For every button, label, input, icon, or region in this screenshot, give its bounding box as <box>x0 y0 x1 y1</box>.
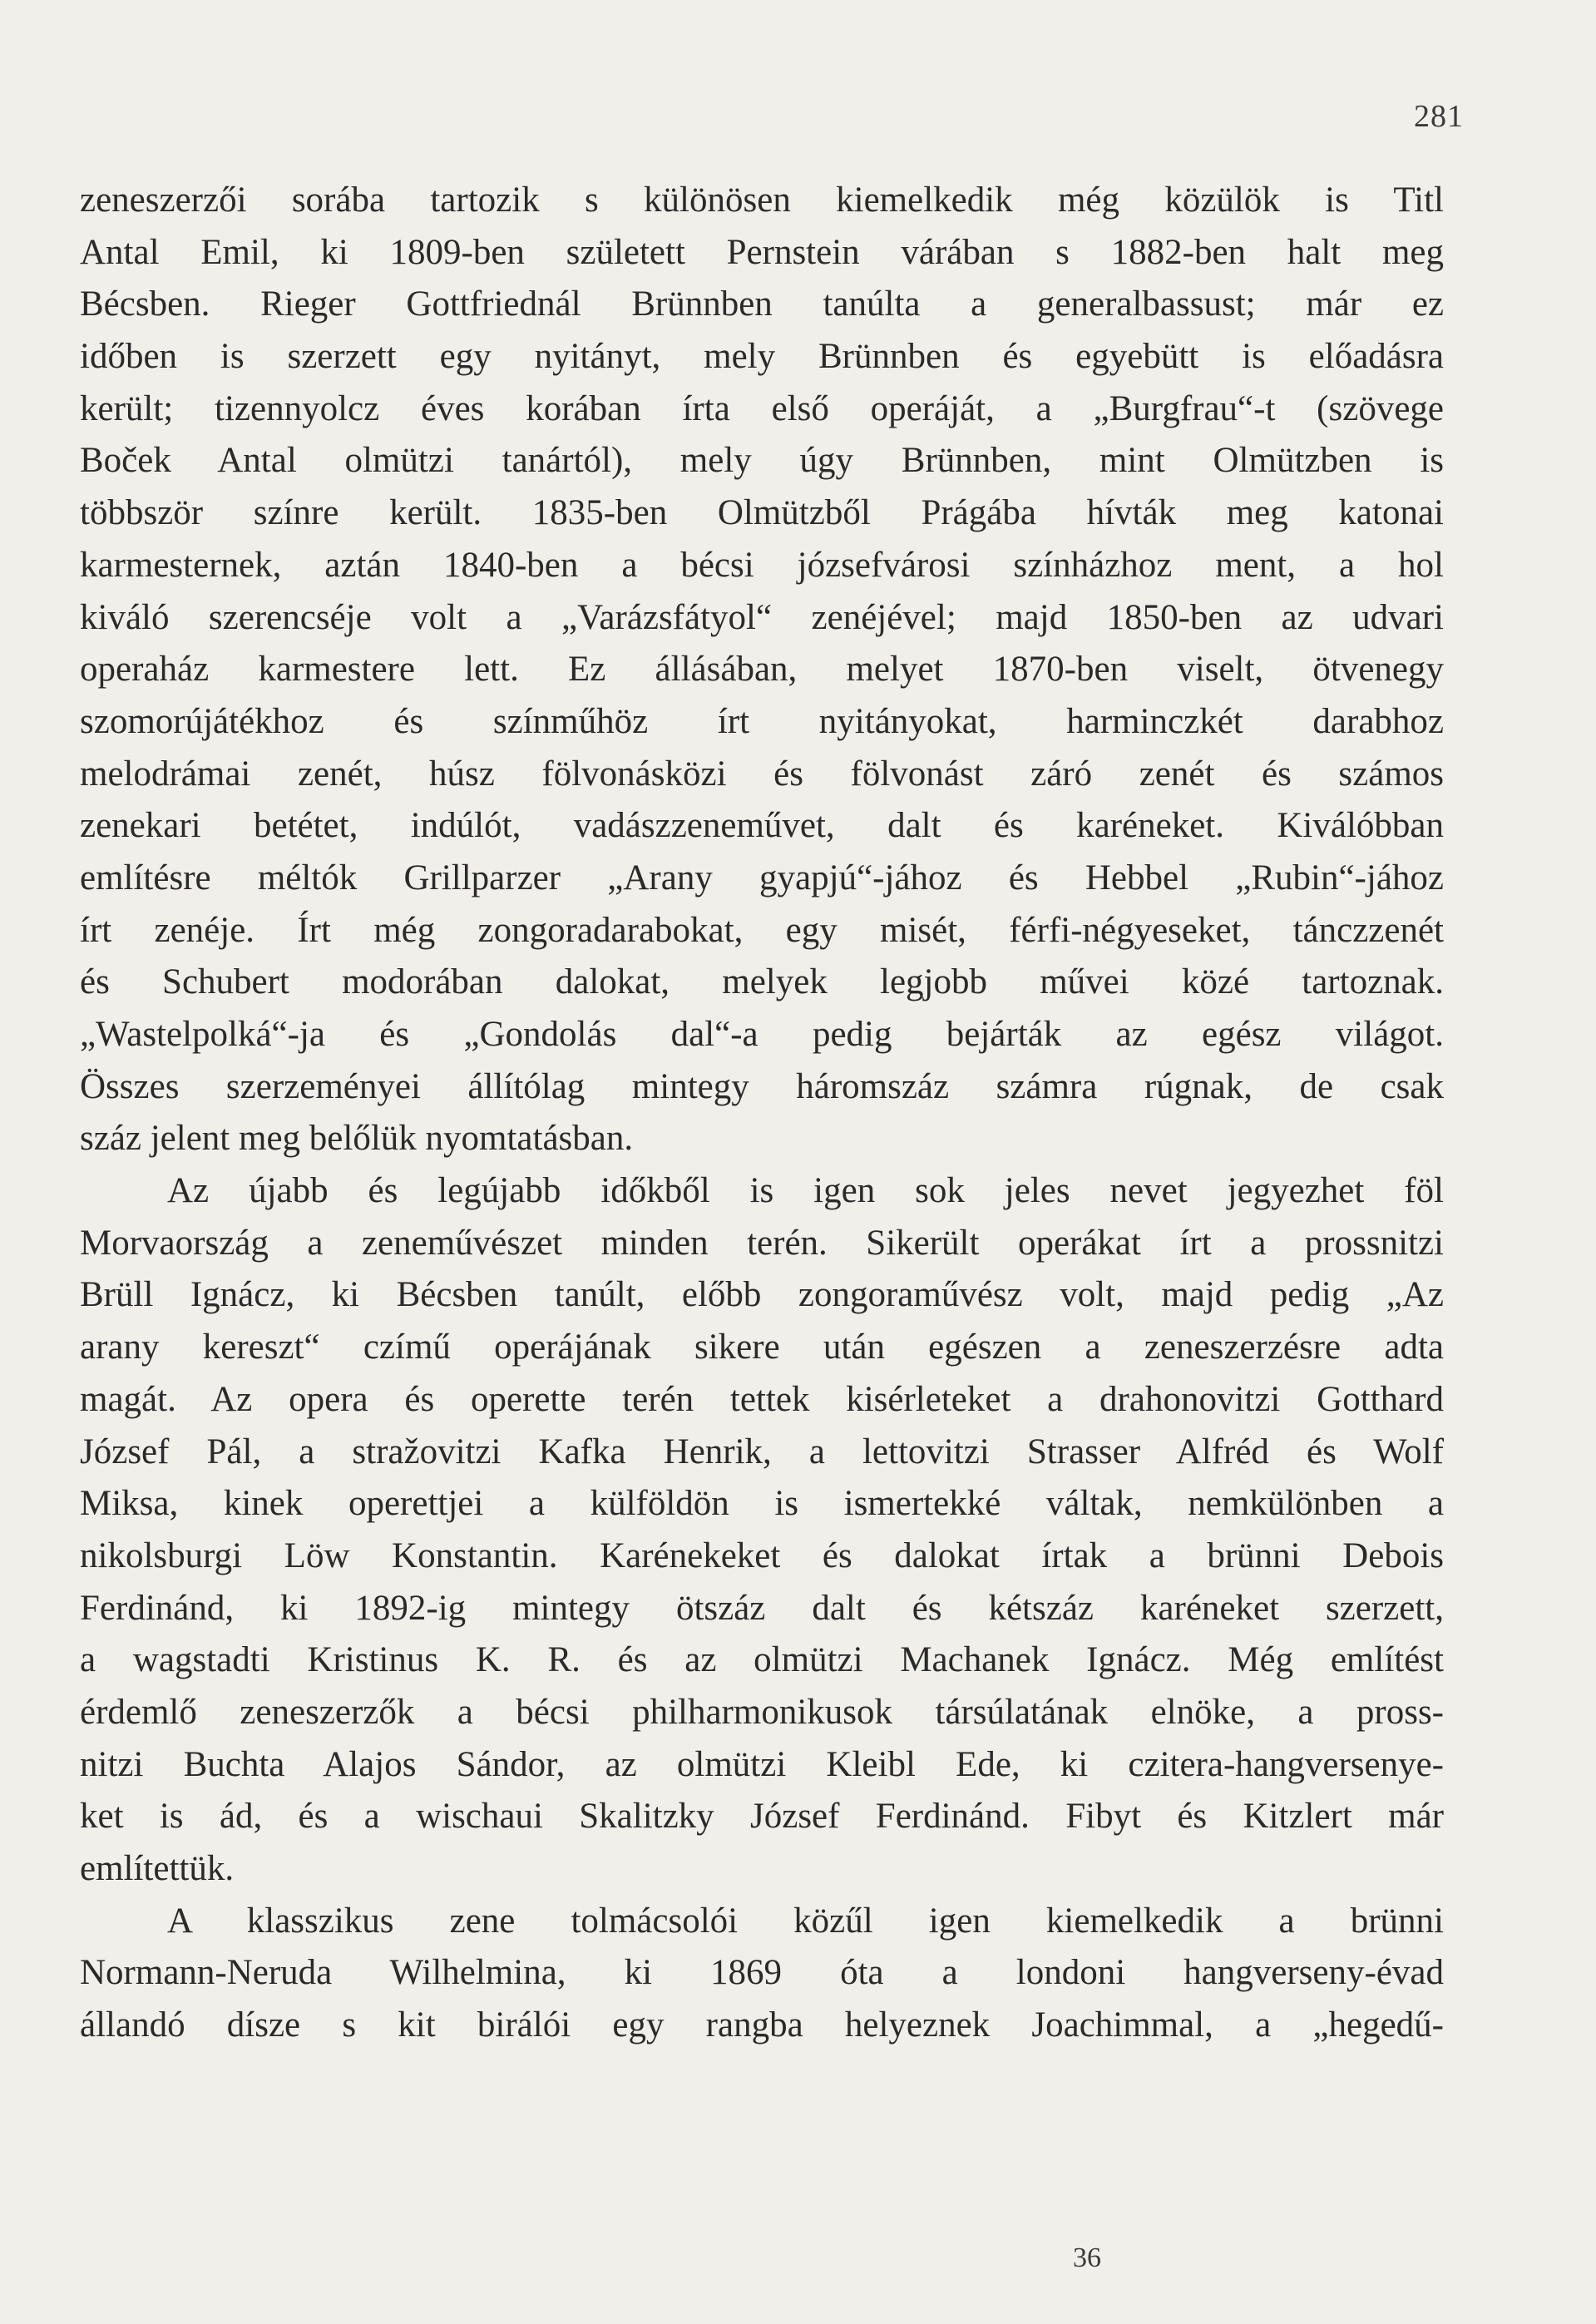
text-line: nikolsburgi Löw Konstantin. Karénekeket és dalokat írtak a brünni Debois <box>80 1535 1444 1575</box>
text-line: és Schubert modorában dalokat, melyek legjobb művei közé tartoznak. <box>80 962 1444 1002</box>
text-line: „Wastelpolká“-ja és „Gondolás dal“-a pedig bejárták az egész világot. <box>80 1015 1444 1054</box>
text-line: melodrámai zenét, húsz fölvonásközi és fölvonást záró zenét és számos <box>80 754 1444 794</box>
text-line: időben is szerzett egy nyitányt, mely Brünnben és egyebütt is előadásra <box>80 337 1444 377</box>
text-line: magát. Az opera és operette terén tettek kisérleteket a drahonovitzi Gotthard <box>80 1379 1444 1419</box>
text-line: nitzi Buchta Alajos Sándor, az olmützi Kleibl Ede, ki czitera-hangversenye- <box>80 1744 1444 1784</box>
text-line: Boček Antal olmützi tanártól), mely úgy Brünnben, mint Olmützben is <box>80 441 1444 481</box>
text-line: Morvaország a zeneművészet minden terén. Sikerült operákat írt a prossnitzi <box>80 1223 1444 1263</box>
text-line: került; tizennyolcz éves korában írta első operáját, a „Burgfrau“-t (szövege <box>80 388 1444 428</box>
text-line: a wagstadti Kristinus K. R. és az olmützi Machanek Ignácz. Még említést <box>80 1640 1444 1680</box>
text-line: említésre méltók Grillparzer „Arany gyapjú“-jához és Hebbel „Rubin“-jához <box>80 858 1444 897</box>
text-line: arany kereszt“ czímű operájának sikere után egészen a zeneszerzésre adta <box>80 1328 1444 1367</box>
text-line: Normann-Neruda Wilhelmina, ki 1869 óta a londoni hangverseny-évad <box>80 1953 1444 1993</box>
text-line: írt zenéje. Írt még zongoradarabokat, egy misét, férfi-négyeseket, tánczzenét <box>80 910 1444 950</box>
text-line: Miksa, kinek operettjei a külföldön is ismertekké váltak, nemkülönben a <box>80 1484 1444 1524</box>
text-line: állandó dísze s kit birálói egy rangba helyeznek Joachimmal, a „hegedű- <box>80 2005 1444 2045</box>
text-line: zeneszerzői sorába tartozik s különösen kiemelkedik még közülök is Titl <box>80 180 1444 220</box>
text-line: ket is ád, és a wischaui Skalitzky József Ferdinánd. Fibyt és Kitzlert már <box>80 1797 1444 1837</box>
text-line: Antal Emil, ki 1809-ben született Pernstein várában s 1882-ben halt meg <box>80 232 1444 272</box>
text-line-paragraph-start: A klasszikus zene tolmácsolói közűl igen kiemelkedik a brünni <box>167 1901 1444 1941</box>
text-line-paragraph-start: Az újabb és legújabb időkből is igen sok jeles nevet jegyezhet föl <box>167 1171 1444 1211</box>
page-number: 281 <box>1414 99 1464 134</box>
text-line: zenekari betétet, indúlót, vadászzeneművet, dalt és karéneket. Kiválóbban <box>80 806 1444 846</box>
text-line: Ferdinánd, ki 1892-ig mintegy ötszáz dalt és kétszáz karéneket szerzett, <box>80 1588 1444 1628</box>
text-line-paragraph-end: száz jelent meg belőlük nyomtatásban. <box>80 1119 634 1159</box>
text-line: Brüll Ignácz, ki Bécsben tanúlt, előbb zongoraművész volt, majd pedig „Az <box>80 1275 1444 1315</box>
text-line: érdemlő zeneszerzők a bécsi philharmonikusok társúlatának elnöke, a pross- <box>80 1692 1444 1732</box>
body-text <box>80 175 1444 2052</box>
text-line: operaház karmestere lett. Ez állásában, melyet 1870-ben viselt, ötvenegy <box>80 650 1444 690</box>
text-line: Összes szerzeményei állítólag mintegy háromszáz számra rúgnak, de csak <box>80 1066 1444 1106</box>
text-line: karmesternek, aztán 1840-ben a bécsi józsefvárosi színházhoz ment, a hol <box>80 545 1444 585</box>
signature-mark: 36 <box>1073 2242 1101 2273</box>
text-line: József Pál, a stražovitzi Kafka Henrik, a lettovitzi Strasser Alfréd és Wolf <box>80 1431 1444 1471</box>
text-line: többször színre került. 1835-ben Olmützből Prágába hívták meg katonai <box>80 493 1444 533</box>
text-line-paragraph-end: említettük. <box>80 1849 235 1888</box>
text-line: Bécsben. Rieger Gottfriednál Brünnben tanúlta a generalbassust; már ez <box>80 284 1444 324</box>
text-line: szomorújátékhoz és színműhöz írt nyitányokat, harminczkét darabhoz <box>80 701 1444 741</box>
text-line: kiváló szerencséje volt a „Varázsfátyol“ zenéjével; majd 1850-ben az udvari <box>80 597 1444 637</box>
